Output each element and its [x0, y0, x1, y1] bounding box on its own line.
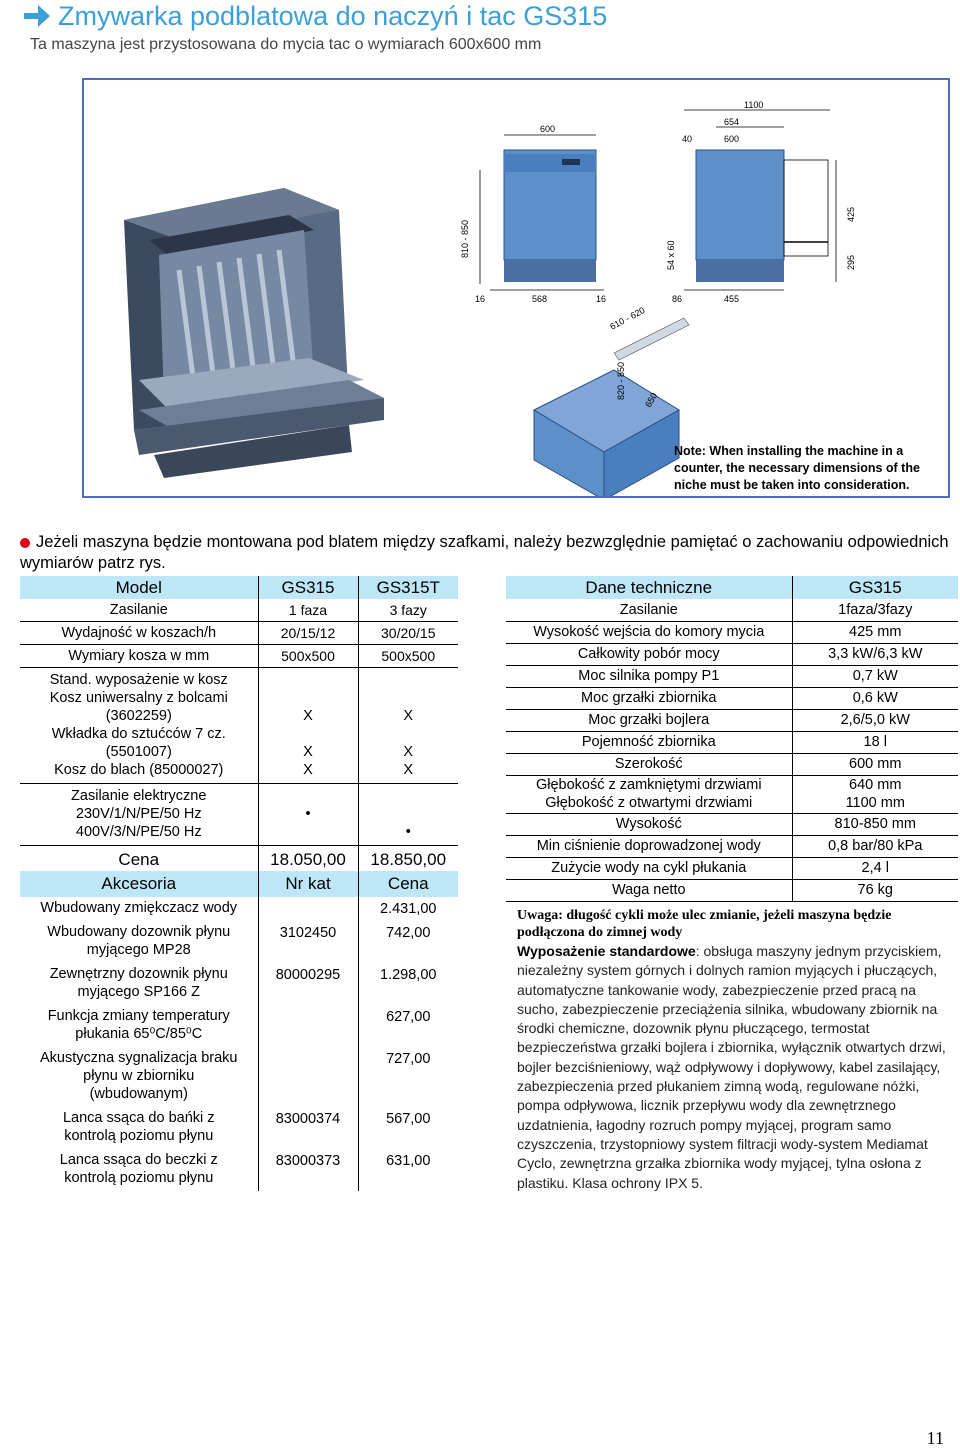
price-row: Cena 18.050,00 18.850,00	[20, 846, 458, 874]
accessory-name: Wbudowany zmiękczacz wody	[40, 900, 238, 916]
accessory-price: 2.431,00	[358, 897, 458, 921]
accessory-name: Lanca ssąca do beczki z kontrolą poziomu płynu	[59, 1152, 218, 1186]
spec-label: Min ciśnienie doprowadzonej wody	[506, 835, 792, 857]
svg-text:600: 600	[724, 134, 740, 144]
table-row	[506, 709, 958, 731]
table-row	[506, 813, 958, 835]
spec-label: Głębokość z zamkniętymi drzwiami	[535, 776, 762, 793]
table-row	[20, 1005, 458, 1047]
spec-label: Całkowity pobór mocy	[506, 643, 792, 665]
accessories-table	[20, 871, 458, 1191]
table-row	[506, 731, 958, 753]
spec-value: 0,6 kW	[792, 687, 958, 709]
table-row	[506, 775, 958, 794]
header-model: Model	[20, 576, 258, 599]
table-row	[20, 1149, 458, 1191]
svg-text:16: 16	[596, 294, 607, 304]
spec-value: 1faza/3fazy	[792, 599, 958, 621]
table-row	[506, 665, 958, 687]
table-row	[506, 794, 958, 813]
table-row	[506, 857, 958, 879]
table-row	[506, 599, 958, 621]
page-subtitle: Ta maszyna jest przystosowana do mycia tac o wymiarach 600x600 mm	[30, 36, 542, 53]
spec-value: 2,4 l	[792, 857, 958, 879]
accessory-price: 631,00	[358, 1149, 458, 1191]
bullet-icon	[20, 538, 30, 548]
spec-label: Waga netto	[506, 879, 792, 901]
accessory-code	[258, 1047, 358, 1107]
standard-equipment-label: Wyposażenie standardowe	[517, 943, 696, 959]
title-row	[22, 0, 607, 32]
model-table	[20, 576, 458, 874]
arrow-right-icon	[22, 2, 52, 30]
accessory-price: 727,00	[358, 1047, 458, 1107]
accessory-price: 627,00	[358, 1005, 458, 1047]
accessory-name: Funkcja zmiany temperatury płukania 65⁰C/85⁰C	[47, 1008, 230, 1042]
svg-text:niche must be taken into consi: niche must be taken into consideration.	[674, 478, 910, 492]
header-gs315: GS315	[258, 576, 358, 599]
accessory-code: 80000295	[258, 963, 358, 1005]
page-number: 11	[926, 1428, 944, 1448]
power-supply-block: Zasilanie elektryczne 230V/1/N/PE/50 Hz 400V/3/N/PE/50 Hz • •	[20, 784, 458, 846]
spec-label: Głębokość z otwartymi drzwiami	[506, 794, 792, 813]
svg-text:86: 86	[672, 294, 683, 304]
spec-value: 640 mm	[792, 775, 958, 794]
svg-text:650: 650	[643, 390, 660, 409]
accessory-code: 83000373	[258, 1149, 358, 1191]
dishwasher-illustration	[84, 80, 948, 496]
spec-label: Moc grzałki bojlera	[506, 709, 792, 731]
table-row	[506, 687, 958, 709]
warning-text: Jeżeli maszyna będzie montowana pod blatem między szafkami, należy bezwzględnie pamiętać o zachowaniu odpowiednich wymiarów patrz rys.	[20, 533, 949, 572]
spec-value: 1100 mm	[792, 794, 958, 813]
accessory-price: 742,00	[358, 921, 458, 963]
svg-text:54 x 60: 54 x 60	[666, 240, 676, 270]
spec-label: Zasilanie	[506, 599, 792, 621]
installation-warning	[20, 532, 950, 574]
table-row	[20, 1107, 458, 1149]
spec-value: 0,7 kW	[792, 665, 958, 687]
table-row	[506, 835, 958, 857]
standard-equipment-text: : obsługa maszyny jednym przyciskiem, niezależny system górnych i dolnych ramion myjących i płuczących, automatyczne tankowanie wody, zabezpieczenie przed pracą na sucho, zabezpieczenie przeciążenia silnika, wbudowany zbiornik na środki chemiczne, dozownik płynu płuczącego, termostat bezpieczeństwa grzałki bojlera i zbiornika, wyłącznik otwartych drzwi, bojler bezciśnieniowy, wąż odpływowy i dopływowy, kabel zasilający, zabezpieczenia przed płukaniem zimną wodą, regulowane nóżki, pompa odpływowa, licznik przepływu wody dla zewnętrznego uzdatnienia, łagodny rozruch pompy myjącej, program samo czyszczenia, trzystopniowy system filtracji wody-system Mediamat Cyclo, zewnętrzna grzałka zbiornika wody myjącej, tylna osłona z plastiku. Klasa ochrony IPX 5.	[517, 943, 946, 1191]
table-row	[506, 621, 958, 643]
spec-label: Moc silnika pompy P1	[506, 665, 792, 687]
accessory-name: Lanca ssąca do bańki z kontrolą poziomu płynu	[62, 1110, 215, 1144]
svg-text:600: 600	[540, 124, 556, 134]
accessory-name: Zewnętrzny dozownik płynu myjącego SP166 Z	[49, 966, 228, 1000]
table-row	[506, 643, 958, 665]
accessory-price: 1.298,00	[358, 963, 458, 1005]
svg-text:810 - 850: 810 - 850	[460, 219, 470, 258]
svg-text:counter, the necessary dimensi: counter, the necessary dimensions of the	[674, 461, 920, 475]
header-gs315t: GS315T	[358, 576, 458, 599]
spec-label: Wysokość wejścia do komory mycia	[506, 621, 792, 643]
table-row: Wymiary kosza w mm 500x500 500x500	[20, 645, 458, 668]
page-title: Zmywarka podblatowa do naczyń i tac GS315	[58, 1, 608, 31]
installation-note	[674, 444, 920, 492]
accessory-code: 3102450	[258, 921, 358, 963]
basket-equipment-block: Stand. wyposażenie w kosz Kosz uniwersalny z bolcami (3602259) Wkładka do sztućców 7 cz. (5501007) Kosz do blach (85000027) X X X X X X	[20, 668, 458, 784]
spec-label: Zużycie wody na cykl płukania	[506, 857, 792, 879]
accessory-name: Akustyczna sygnalizacja braku płynu w zbiorniku (wbudowanym)	[40, 1050, 238, 1102]
header-price: Cena	[358, 871, 458, 897]
dishwasher-photo	[84, 80, 464, 496]
accessory-code: 83000374	[258, 1107, 358, 1149]
spec-value: 0,8 bar/80 kPa	[792, 835, 958, 857]
table-row: Wydajność w koszach/h 20/15/12 30/20/15	[20, 622, 458, 645]
spec-value: 810-850 mm	[792, 813, 958, 835]
header-gs315: GS315	[792, 576, 958, 599]
accessory-code	[258, 897, 358, 921]
technical-data-table	[506, 576, 958, 902]
table-row	[20, 1047, 458, 1107]
svg-text:568: 568	[532, 294, 548, 304]
table-row: Zasilanie 1 faza 3 fazy	[20, 599, 458, 622]
spec-label: Pojemność zbiornika	[506, 731, 792, 753]
svg-text:820 - 850: 820 - 850	[616, 361, 626, 400]
accessory-name: Wbudowany dozownik płynu myjącego MP28	[47, 924, 231, 958]
cold-water-note: Uwaga: długość cykli może ulec zmianie, jeżeli maszyna będzie podłączona do zimnej wody	[517, 908, 892, 940]
spec-value: 600 mm	[792, 753, 958, 775]
header-technical-data: Dane techniczne	[506, 576, 792, 599]
svg-text:16: 16	[475, 294, 486, 304]
header-catalog-number: Nr kat	[258, 871, 358, 897]
svg-text:654: 654	[724, 117, 740, 127]
spec-value: 3,3 kW/6,3 kW	[792, 643, 958, 665]
spec-label: Wysokość	[506, 813, 792, 835]
table-row	[506, 753, 958, 775]
svg-text:40: 40	[682, 134, 693, 144]
spec-label: Moc grzałki zbiornika	[506, 687, 792, 709]
spec-value: 18 l	[792, 731, 958, 753]
table-row	[20, 921, 458, 963]
svg-text:610 - 620: 610 - 620	[608, 305, 647, 332]
dimension-drawing	[460, 100, 856, 496]
accessory-price: 567,00	[358, 1107, 458, 1149]
table-row	[20, 897, 458, 921]
spec-value: 2,6/5,0 kW	[792, 709, 958, 731]
spec-value: 425 mm	[792, 621, 958, 643]
header-accessories: Akcesoria	[20, 871, 258, 897]
standard-equipment	[517, 942, 949, 1193]
table-row	[506, 879, 958, 901]
table-row	[20, 963, 458, 1005]
product-figure	[82, 78, 950, 498]
accessory-code	[258, 1005, 358, 1047]
spec-label: Szerokość	[506, 753, 792, 775]
svg-text:455: 455	[724, 294, 740, 304]
svg-text:295: 295	[846, 254, 856, 270]
spec-value: 76 kg	[792, 879, 958, 901]
svg-text:1100: 1100	[744, 100, 764, 110]
svg-text:Note: When installing the mach: Note: When installing the machine in a	[674, 444, 904, 458]
svg-text:425: 425	[846, 206, 856, 222]
